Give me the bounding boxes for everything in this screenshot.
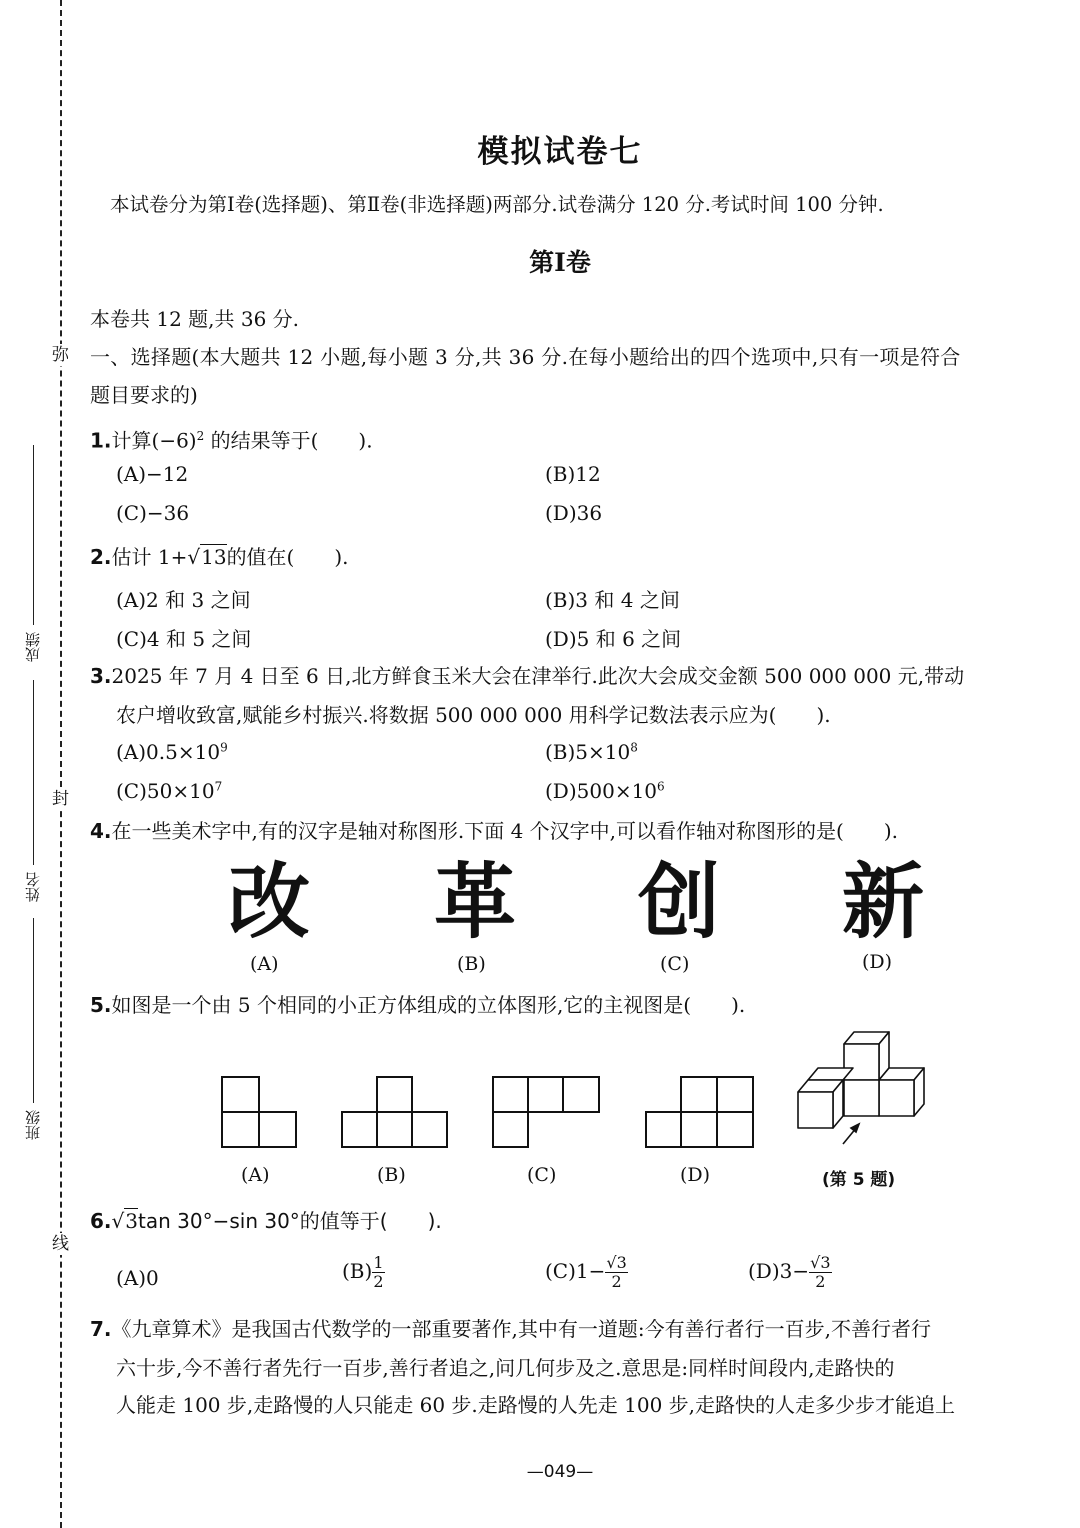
section-note: 本卷共 12 题,共 36 分. <box>90 307 300 331</box>
q3-option-a-base: (A)0.5×10 <box>116 740 221 764</box>
question-4-stem: 在一些美术字中,有的汉字是轴对称图形.下面 4 个汉字中,可以看作轴对称图形的是( ). <box>111 819 898 843</box>
binding-char-mi: 弥 <box>52 345 69 365</box>
question-3-text-1: 2025 年 7 月 4 日至 6 日,北方鲜食玉米大会在津举行.此次大会成交金额 500 000 000 元,带动 <box>111 664 965 688</box>
q4-char-c: 创 <box>638 855 721 950</box>
q4-char-d: 新 <box>842 855 925 950</box>
q3-option-d-base: (D)500×10 <box>545 779 658 803</box>
q3-option-c-exp: 7 <box>214 779 223 794</box>
question-4-number: 4. <box>90 819 112 843</box>
q6-option-b-prefix: (B) <box>342 1259 373 1283</box>
q6-option-b-fraction <box>372 1254 384 1291</box>
q6-option-b <box>342 1254 385 1291</box>
q6-b-numerator: 1 <box>373 1253 384 1272</box>
q6-option-c <box>545 1254 628 1291</box>
q2-option-c: (C)4 和 5 之间 <box>116 627 252 651</box>
q1-option-c: (C)−36 <box>116 501 190 525</box>
q6-option-c-fraction <box>605 1254 627 1291</box>
q2-option-b: (B)3 和 4 之间 <box>545 588 680 612</box>
class-label: 班级 <box>24 1110 42 1140</box>
question-7-text-1: 《九章算术》是我国古代数学的一部重要著作,其中有一道题:今有善行者行一百步,不善行者行 <box>111 1317 931 1341</box>
q3-option-b-base: (B)5×10 <box>545 740 631 764</box>
q6-option-d-prefix: (D)3− <box>748 1259 810 1283</box>
q5-figure-caption: (第 5 题) <box>822 1170 896 1190</box>
question-5-number: 5. <box>90 993 112 1017</box>
part-heading-line-1: 一、选择题(本大题共 12 小题,每小题 3 分,共 36 分.在每小题给出的四个选项中,只有一项是符合 <box>90 345 961 369</box>
q4-label-c: (C) <box>660 953 690 975</box>
question-1-stem-b: 的结果等于( ). <box>210 428 373 453</box>
question-1-stem-a: 计算(−6) <box>111 428 197 453</box>
q5-view-b <box>342 1077 447 1147</box>
q5-view-arrow <box>843 1124 859 1144</box>
question-2-radicand: 13 <box>201 545 227 569</box>
question-6-stem: tan 30°−sin 30°的值等于( ). <box>138 1209 442 1233</box>
q4-char-a: 改 <box>228 855 311 950</box>
q5-label-c: (C) <box>527 1164 557 1186</box>
q6-option-d-fraction <box>809 1254 831 1291</box>
q3-option-d-exp: 6 <box>657 779 665 794</box>
page-number: —049— <box>526 1462 594 1482</box>
q3-option-c-base: (C)50×10 <box>116 779 215 803</box>
q3-option-a-exp: 9 <box>220 740 228 755</box>
score-label: 成绩 <box>24 632 42 662</box>
q1-option-d: (D)36 <box>545 501 603 525</box>
binding-char-xian: 线 <box>52 1234 69 1254</box>
q6-sqrt-symbol: √ <box>111 1209 125 1233</box>
q4-label-d: (D) <box>862 951 893 973</box>
question-1-exponent: 2 <box>196 429 205 443</box>
question-2-number: 2. <box>90 545 112 569</box>
q4-char-b: 革 <box>434 855 517 950</box>
q6-c-numerator: √3 <box>606 1253 627 1272</box>
q6-b-denominator: 2 <box>373 1272 384 1291</box>
q1-option-a: (A)−12 <box>116 462 189 486</box>
q4-label-a: (A) <box>250 953 279 975</box>
q5-label-a: (A) <box>241 1164 270 1186</box>
q6-option-c-prefix: (C)1− <box>545 1259 606 1283</box>
binding-char-feng: 封 <box>52 789 69 809</box>
question-5-stem: 如图是一个由 5 个相同的小正方体组成的立体图形,它的主视图是( ). <box>111 993 746 1017</box>
q6-option-d <box>748 1254 832 1291</box>
q5-label-b: (B) <box>377 1164 406 1186</box>
q3-option-b-exp: 8 <box>630 740 638 755</box>
name-label: 姓名 <box>24 872 42 902</box>
q5-view-d <box>646 1077 753 1147</box>
sqrt-symbol: √ <box>187 545 201 569</box>
question-1-number: 1. <box>90 428 112 453</box>
q5-label-d: (D) <box>680 1164 711 1186</box>
q6-radicand: 3 <box>125 1209 138 1233</box>
question-7-number: 7. <box>90 1317 112 1341</box>
q5-solid-figure <box>798 1032 924 1128</box>
question-6 <box>90 1206 442 1236</box>
question-2-stem-a: 估计 1+ <box>111 545 188 569</box>
exam-intro: 本试卷分为第Ⅰ卷(选择题)、第Ⅱ卷(非选择题)两部分.试卷满分 120 分.考试时间 100 分钟. <box>110 193 884 216</box>
section-title: 第Ⅰ卷 <box>529 248 591 277</box>
q6-option-a: (A)0 <box>116 1266 159 1290</box>
question-7-line-3: 人能走 100 步,走路慢的人只能走 60 步.走路慢的人先走 100 步,走路快的人走多少步才能追上 <box>116 1393 956 1417</box>
q5-view-a <box>222 1077 296 1147</box>
question-7-line-2: 六十步,今不善行者先行一百步,善行者追之,问几何步及之.意思是:同样时间段内,走路快的 <box>116 1356 895 1380</box>
q6-d-numerator: √3 <box>810 1253 831 1272</box>
question-3-line-2: 农户增收致富,赋能乡村振兴.将数据 500 000 000 用科学记数法表示应为( ). <box>116 703 831 727</box>
question-2-stem-b: 的值在( ). <box>226 545 349 569</box>
question-6-number: 6. <box>90 1209 112 1233</box>
q2-option-a: (A)2 和 3 之间 <box>116 588 251 612</box>
q5-view-c <box>493 1077 599 1147</box>
q6-d-denominator: 2 <box>815 1272 826 1291</box>
question-3-number: 3. <box>90 664 112 688</box>
page-title: 模拟试卷七 <box>477 134 643 170</box>
question-7-line-1 <box>90 1314 931 1344</box>
q6-c-denominator: 2 <box>611 1272 622 1291</box>
q1-option-b: (B)12 <box>545 462 601 486</box>
part-heading-line-2: 题目要求的) <box>90 383 198 407</box>
q2-option-d: (D)5 和 6 之间 <box>545 627 682 651</box>
q4-label-b: (B) <box>457 953 486 975</box>
